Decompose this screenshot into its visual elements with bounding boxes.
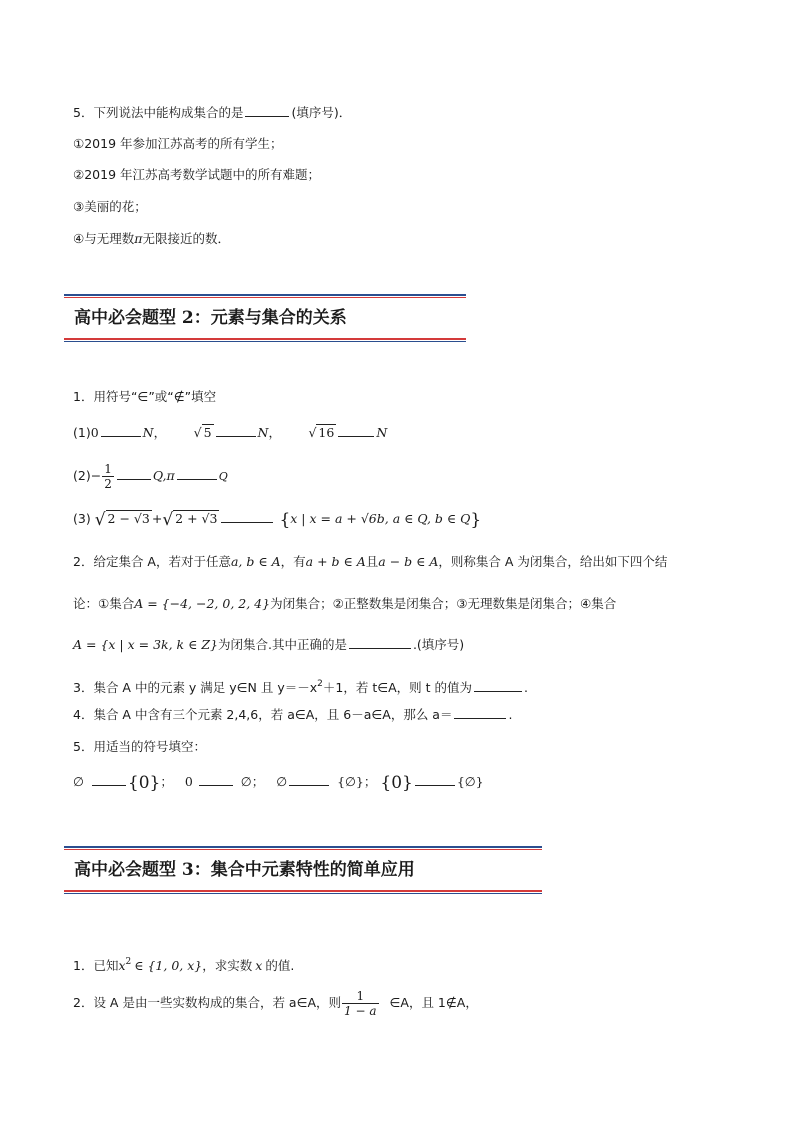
section3-question-2: 2．设 A 是由一些实数构成的集合，若 a∈A，则 $\frac{1}{1 - a}$ ∈A，且 1∉A， xyxy=(73,989,478,1018)
question-2-line-3: A = {x | x = 3k, k ∈ Z}为闭集合.其中正确的是 .(填序号) xyxy=(73,637,465,652)
section-header-2 xyxy=(64,294,466,342)
section-title: 高中必会题型 3：集合中元素特性的简单应用 xyxy=(74,860,415,880)
answer-blank[interactable] xyxy=(199,773,233,786)
divider xyxy=(64,890,542,894)
answer-blank[interactable] xyxy=(92,773,126,786)
question-3: 3．集合 A 中的元素 y 满足 y∈N 且 $y=-x^2+1$，若 t∈A，则 t 的值为 . xyxy=(73,679,528,695)
question-4: 4．集合 A 中含有三个元素 2,4,6，若 a∈A，且 6－a∈A，那么 a＝ . xyxy=(73,707,513,722)
answer-blank[interactable] xyxy=(177,467,217,480)
divider xyxy=(64,846,542,850)
divider xyxy=(64,338,466,342)
answer-blank[interactable] xyxy=(454,706,506,719)
sqrt-expression: √ 2 − √3 xyxy=(94,510,150,530)
answer-blank[interactable] xyxy=(101,424,141,437)
question-1-part-1: (1)0 N， √ 5 N， √ 16 N xyxy=(73,425,388,440)
answer-blank[interactable] xyxy=(289,773,329,786)
section-title: 高中必会题型 2：元素与集合的关系 xyxy=(74,308,347,328)
sqrt-expression: √ 16 xyxy=(308,425,335,440)
question-2-line-1: 2．给定集合 A，若对于任意a, b ∈ A，有a + b ∈ A且a − b ∈ A，则称集合 A 为闭集合，给出如下四个结 xyxy=(73,554,668,569)
section-header-3 xyxy=(64,846,542,894)
answer-blank[interactable] xyxy=(245,104,289,117)
option-1: ①2019 年参加江苏高考的所有学生； xyxy=(73,136,283,151)
answer-blank[interactable] xyxy=(117,467,151,480)
answer-blank[interactable] xyxy=(349,636,411,649)
option-4: ④与无理数π无限接近的数． xyxy=(73,231,230,246)
question-1-part-2: (2)− $\frac{1}{2}$ Q,π Q xyxy=(73,462,228,491)
answer-blank[interactable] xyxy=(338,424,374,437)
fraction: $\frac{1}{1 - a}$ xyxy=(344,989,377,1018)
answer-blank[interactable] xyxy=(474,679,522,692)
answer-blank[interactable] xyxy=(415,773,455,786)
question-5-items: ∅ {0}； 0 ∅； ∅ {∅}； {0} {∅} xyxy=(73,773,484,793)
option-2: ②2019 年江苏高考数学试题中的所有难题； xyxy=(73,167,320,182)
question-1-heading: 1．用符号“∈”或“∉”填空 xyxy=(73,389,217,404)
question-5-heading: 5．用适当的符号填空： xyxy=(73,739,206,754)
sqrt-expression: √ 5 xyxy=(193,425,212,440)
fraction: $\frac{1}{2}$ xyxy=(104,462,112,491)
question-2-line-2: 论：①集合A = {−4, −2, 0, 2, 4}为闭集合；②正整数集是闭集合；③无理数集是闭集合；④集合 xyxy=(73,596,617,611)
section3-question-1: 1．已知$x^2$ ∈ {1, 0, x}，求实数 x 的值. xyxy=(73,957,295,973)
answer-blank[interactable] xyxy=(216,424,256,437)
question-5: 5．下列说法中能构成集合的是 (填序号)． xyxy=(73,105,352,120)
sqrt-expression: √ 2 + √3 xyxy=(162,510,218,530)
answer-blank[interactable] xyxy=(221,510,273,523)
question-1-part-3: (3) √ 2 − √3 +√ 2 + √3 {x | x = a + √6b, a ∈ Q, b ∈ Q} xyxy=(73,510,482,530)
divider xyxy=(64,294,466,298)
option-3: ③美丽的花； xyxy=(73,199,147,214)
